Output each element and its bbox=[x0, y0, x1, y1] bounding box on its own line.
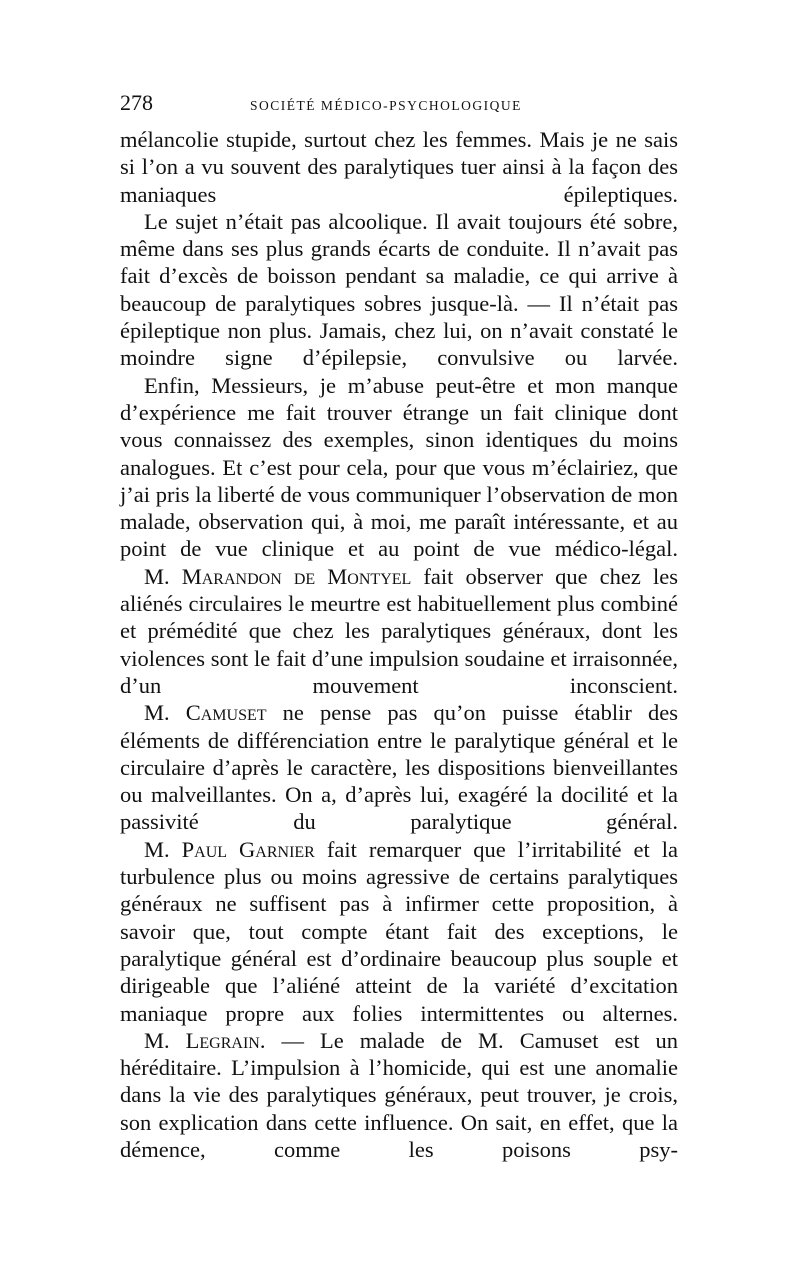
paragraph bbox=[120, 126, 678, 208]
paragraph bbox=[120, 699, 678, 835]
paragraph bbox=[120, 563, 678, 699]
paragraph-text: — Le malade de M. Camuset est un héréditaire. L’impulsion à l’homicide, qui est une anomalie dans la vie des paralytiques généraux, peut trouver, je crois, son explication dans cette influence. On sait, en effet, que la démence, comme les poisons psy- bbox=[120, 1027, 678, 1162]
speaker-name: M. Marandon de Montyel bbox=[144, 563, 412, 589]
speaker-name: M. Paul Garnier bbox=[144, 836, 315, 862]
speaker-name: M. Camuset bbox=[144, 700, 267, 726]
paragraph-text: fait remarquer que l’irritabilité et la turbulence plus ou moins agressive de certains paralytiques généraux ne suffisent pas à infirmer cette proposition, à savoir que, tout compte étant fait des exceptions, le paralytique général est d’ordinaire beaucoup plus souple et dirigeable que l’aliéné atteint de la variété d’excitation maniaque propre aux folies intermittentes ou alternes. bbox=[120, 836, 678, 1026]
paragraph bbox=[120, 836, 678, 1027]
page-header bbox=[120, 90, 678, 126]
paragraph bbox=[120, 372, 678, 563]
paragraph-text: mélancolie stupide, surtout chez les femmes. Mais je ne sais si l’on a vu souvent des paralytiques tuer ainsi à la façon des maniaques épileptiques. bbox=[120, 127, 678, 207]
paragraph-text: fait observer que chez les aliénés circulaires le meurtre est habituellement plus combiné et prémédité que chez les paralytiques généraux, dont les violences sont le fait d’une impulsion soudaine et irraisonnée, d’un mouvement inconscient. bbox=[120, 563, 678, 698]
book-page bbox=[120, 90, 678, 1163]
speaker-name: M. Legrain. bbox=[144, 1027, 266, 1053]
page-number: 278 bbox=[120, 90, 153, 115]
running-title: SOCIÉTÉ MÉDICO-PSYCHOLOGIQUE bbox=[250, 98, 522, 113]
paragraph-text: ne pense pas qu’on puisse établir des éléments de différenciation entre le paralytique général et le circulaire d’après le caractère, les dispositions bienveillantes ou malveillantes. On a, d’après lui, exagéré la docilité et la passivité du paralytique général. bbox=[120, 700, 679, 835]
paragraph bbox=[120, 1027, 678, 1163]
paragraph-text: Le sujet n’était pas alcoolique. Il avait toujours été sobre, même dans ses plus grands écarts de conduite. Il n’avait pas fait d’excès de boisson pendant sa maladie, ce qui arrive à beaucoup de paralytiques sobres jusque-là. — Il n’était pas épileptique non plus. Jamais, chez lui, on n’avait constaté le moindre signe d’épilepsie, convulsive ou larvée. bbox=[120, 208, 678, 371]
body-text bbox=[120, 126, 678, 1163]
paragraph-text: Enfin, Messieurs, je m’abuse peut-être et mon manque d’expérience me fait trouver étrange un fait clinique dont vous connaissez des exemples, sinon identiques du moins analogues. Et c’est pour cela, pour que vous m’éclairiez, que j’ai pris la liberté de vous communiquer l’observation de mon malade, observation qui, à moi, me paraît intéressante, et au point de vue clinique et au point de vue médico-légal. bbox=[120, 372, 678, 562]
paragraph bbox=[120, 208, 678, 372]
